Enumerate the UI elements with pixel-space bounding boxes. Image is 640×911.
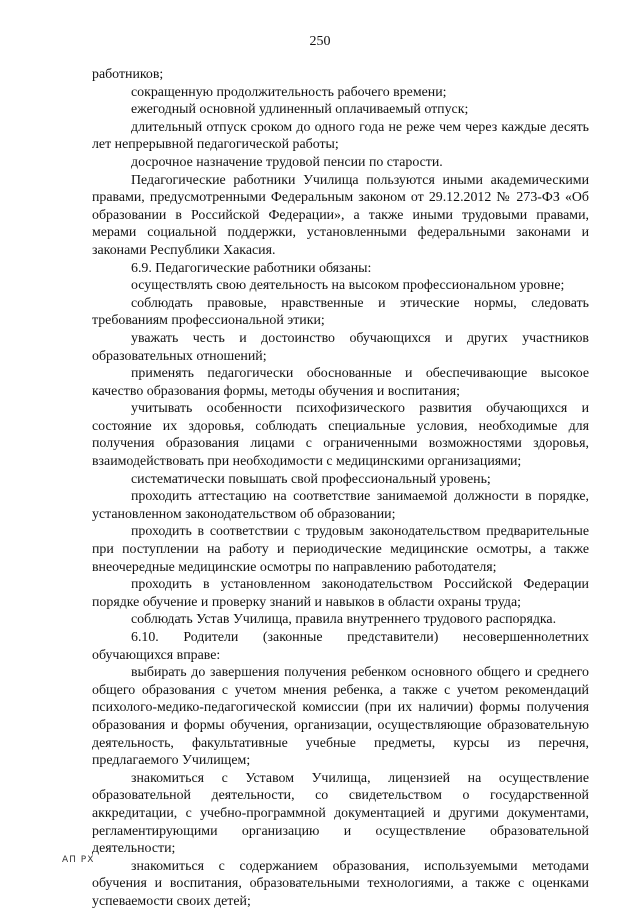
- paragraph: знакомиться с Уставом Училища, лицензией на осуществление образовательной деятельности, со свидетельством о государственной аккредитации, с учебно-программной документацией и другими документами, регламентирующими организацию и осуществление образовательной деятельности;: [92, 770, 589, 857]
- paragraph: соблюдать Устав Училища, правила внутреннего трудового распорядка.: [131, 612, 557, 628]
- paragraph: длительный отпуск сроком до одного года не реже чем через каждые десять лет непрерывной педагогической работы;: [92, 119, 589, 153]
- paragraph: 6.9. Педагогические работники обязаны:: [131, 260, 372, 276]
- paragraph: применять педагогически обоснованные и обеспечивающие высокое качество образования формы, методы обучения и воспитания;: [92, 366, 589, 399]
- paragraph: сокращенную продолжительность рабочего времени;: [131, 84, 447, 100]
- paragraph: проходить в соответствии с трудовым законодательством предварительные при поступлении на работу и периодические медицинские осмотры, а также внеочередные медицинские осмотры по направлению работодателя;: [92, 524, 589, 575]
- paragraph: досрочное назначение трудовой пенсии по старости.: [131, 154, 443, 170]
- paragraph: 6.10. Родители (законные представители) несовершеннолетних обучающихся вправе:: [92, 630, 589, 663]
- paragraph: осуществлять свою деятельность на высоком профессиональном уровне;: [131, 278, 565, 294]
- paragraph: ежегодный основной удлиненный оплачиваемый отпуск;: [131, 102, 469, 118]
- paragraph: уважать честь и достоинство обучающихся и других участников образовательных отношений;: [92, 330, 589, 364]
- paragraph: систематически повышать свой профессиональный уровень;: [131, 471, 491, 487]
- paragraph: соблюдать правовые, нравственные и этические нормы, следовать требованиям профессиональной этики;: [92, 295, 589, 329]
- paragraph: проходить в установленном законодательством Российской Федерации порядке обучение и проверку знаний и навыков в области охраны труда;: [92, 577, 589, 610]
- paragraph: Педагогические работники Училища пользуются иными академическими правами, предусмотренными Федеральным законом от 29.12.2012 № 273-ФЗ «Об образовании в Российской Федерации», а также иными трудовыми правами, мерами социальной поддержки, установленными федеральными законами и законами Республики Хакасия.: [92, 172, 589, 258]
- document-body: [92, 66, 589, 911]
- paragraph: знакомиться с содержанием образования, используемыми методами обучения и воспитания, образовательными технологиями, а также с оценками успеваемости своих детей;: [92, 858, 589, 909]
- paragraph: проходить аттестацию на соответствие занимаемой должности в порядке, установленном законодательством об образовании;: [92, 489, 589, 522]
- page-number: 250: [309, 34, 331, 49]
- paragraph: работников;: [92, 67, 164, 82]
- paragraph: выбирать до завершения получения ребенком основного общего и среднего общего образования с учетом мнения ребенка, а также с учетом рекомендаций психолого-медико-педагогической комиссии (при их наличии) формы получения образования и формы обучения, организации, осуществляющие образовательную деятельность, факультативные учебные предметы, курсы из перечня, предлагаемого Училищем;: [92, 665, 589, 769]
- footer-mark: АП РХ: [62, 855, 95, 865]
- paragraph: учитывать особенности психофизического развития обучающихся и состояние их здоровья, соблюдать специальные условия, необходимые для получения образования лицами с ограниченными возможностями здоровья, взаимодействовать при необходимости с медицинскими организациями;: [92, 401, 589, 470]
